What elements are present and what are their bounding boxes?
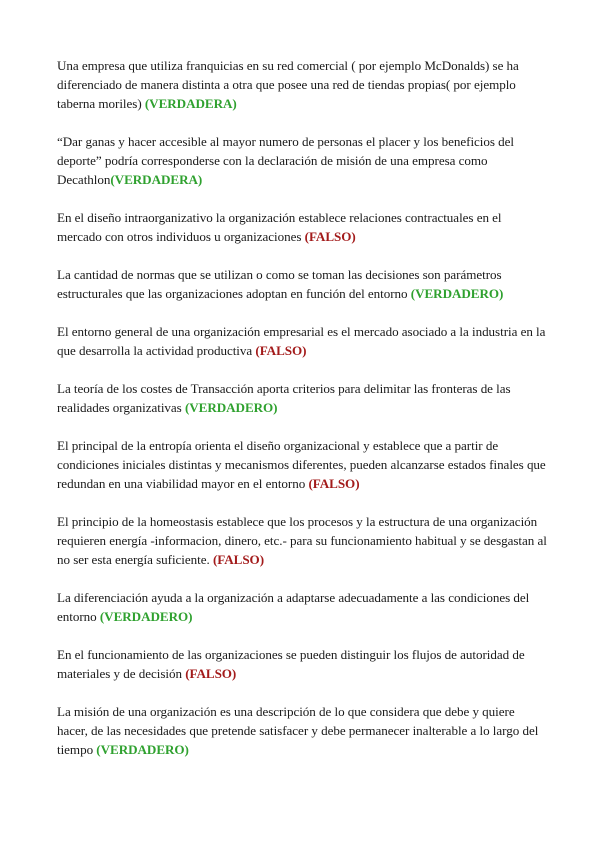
statement-text: En el diseño intraorganizativo la organización establece relaciones contractuales en el mercado con otros individuos u organizaciones <box>57 210 502 244</box>
statement-item <box>57 379 547 417</box>
statement-item <box>57 588 547 626</box>
statement-text: El principio de la homeostasis establece que los procesos y la estructura de una organización requieren energía -informacion, dinero, etc.- para su funcionamiento habitual y se desgastan al no ser esta energía suficiente. <box>57 514 547 567</box>
statement-text: La diferenciación ayuda a la organización a adaptarse adecuadamente a las condiciones del entorno <box>57 590 530 624</box>
statement-text: En el funcionamiento de las organizaciones se pueden distinguir los flujos de autoridad de materiales y de decisión <box>57 647 525 681</box>
verdict-label: (VERDADERO) <box>96 742 189 757</box>
statement-text: La misión de una organización es una descripción de lo que considera que debe y quiere hacer, de las necesidades que pretende satisfacer y debe permanecer inalterable a lo largo del tiempo <box>57 704 539 757</box>
verdict-label: (VERDADERA) <box>110 172 203 187</box>
statement-item <box>57 436 547 493</box>
verdict-label: (FALSO) <box>304 229 356 244</box>
statement-list <box>57 56 547 778</box>
statement-text: “Dar ganas y hacer accesible al mayor numero de personas el placer y los beneficios del deporte” podría corresponderse con la declaración de misión de una empresa como Decathlon <box>57 134 515 187</box>
verdict-label: (FALSO) <box>308 476 360 491</box>
verdict-label: (FALSO) <box>212 552 265 567</box>
verdict-label: (FALSO) <box>255 343 307 358</box>
statement-item <box>57 512 547 569</box>
statement-text: Una empresa que utiliza franquicias en su red comercial ( por ejemplo McDonalds) se ha diferenciado de manera distinta a otra que posee una red de tiendas propias( por ejemplo taberna moriles) <box>57 58 519 111</box>
statement-item <box>57 322 547 360</box>
verdict-label: (FALSO) <box>185 666 237 681</box>
statement-item <box>57 645 547 683</box>
statement-text: El principal de la entropía orienta el diseño organizacional y establece que a partir de condiciones iniciales distintas y mecanismos diferentes, pueden alcanzarse estados finales que redundan en una viabilidad mayor en el entorno <box>57 438 546 491</box>
statement-item <box>57 702 547 759</box>
verdict-label: (VERDADERO) <box>184 400 278 415</box>
verdict-label: (VERDADERO) <box>99 609 193 624</box>
statement-item <box>57 265 547 303</box>
verdict-label: (VERDADERO) <box>410 286 504 301</box>
statement-item <box>57 56 547 113</box>
statement-text: La teoría de los costes de Transacción aporta criterios para delimitar las fronteras de las realidades organizativas <box>57 381 511 415</box>
verdict-label: (VERDADERA) <box>144 96 237 111</box>
statement-item <box>57 208 547 246</box>
statement-text: El entorno general de una organización empresarial es el mercado asociado a la industria en la que desarrolla la actividad productiva <box>57 324 546 358</box>
statement-item <box>57 132 547 189</box>
statement-text: La cantidad de normas que se utilizan o como se toman las decisiones son parámetros estructurales que las organizaciones adoptan en función del entorno <box>57 267 502 301</box>
